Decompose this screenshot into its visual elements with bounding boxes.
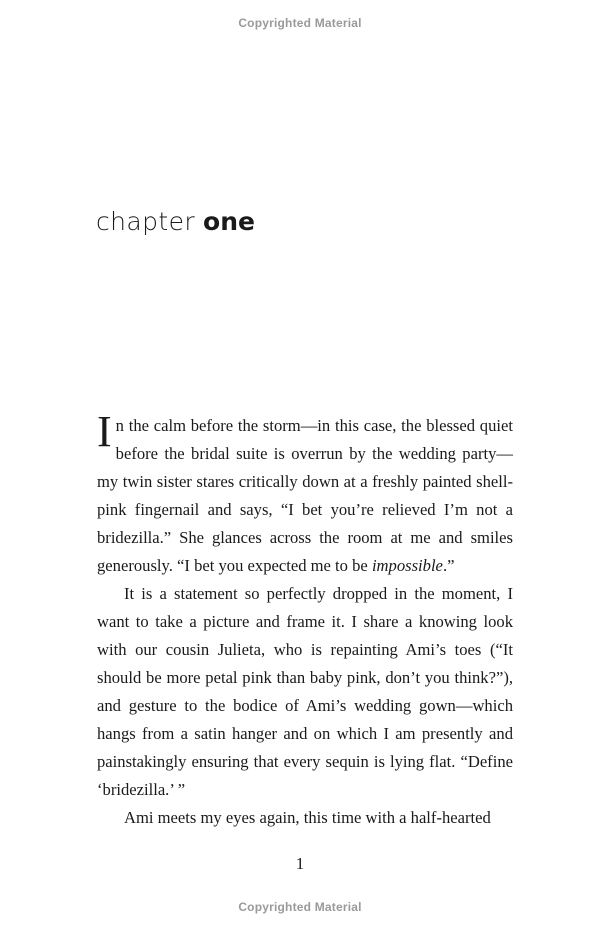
body-text: [97, 407, 513, 832]
chapter-number-word: one: [203, 207, 255, 236]
page-number: 1: [295, 854, 305, 873]
chapter-word: chapter: [96, 207, 196, 236]
paragraph-1-text: n the calm before the storm—in this case, the blessed quiet before the bridal suite is overrun by the wedding party—my twin sister stares critically down at a freshly painted shell-pink fingernail and says, “I bet you’re relieved I’m not a bridezilla.” She glances across the room at me and smiles generously. “I bet you expected me to be: [97, 416, 513, 575]
emphasis-impossible: impossible: [371, 556, 443, 575]
chapter-heading: [96, 207, 255, 236]
paragraph-2: It is a statement so perfectly dropped in the moment, I want to take a picture and frame it. I share a knowing look with our cousin Julieta, who is repainting Ami’s toes (“It should be more petal pink than baby pink, don’t you think?”), and gesture to the bodice of Ami’s wedding gown—which hangs from a satin hanger and on which I am presently and painstakingly ensuring that every sequin is lying flat. “Define ‘bridezilla.’ ”: [97, 584, 513, 799]
paragraph-1: [97, 407, 513, 580]
drop-cap: I: [97, 407, 112, 456]
copyright-watermark-top: Copyrighted Material: [238, 16, 362, 30]
paragraph-3: Ami meets my eyes again, this time with a half-hearted: [124, 808, 491, 827]
paragraph-1-end: .”: [442, 556, 455, 575]
copyright-watermark-bottom: Copyrighted Material: [238, 900, 362, 914]
